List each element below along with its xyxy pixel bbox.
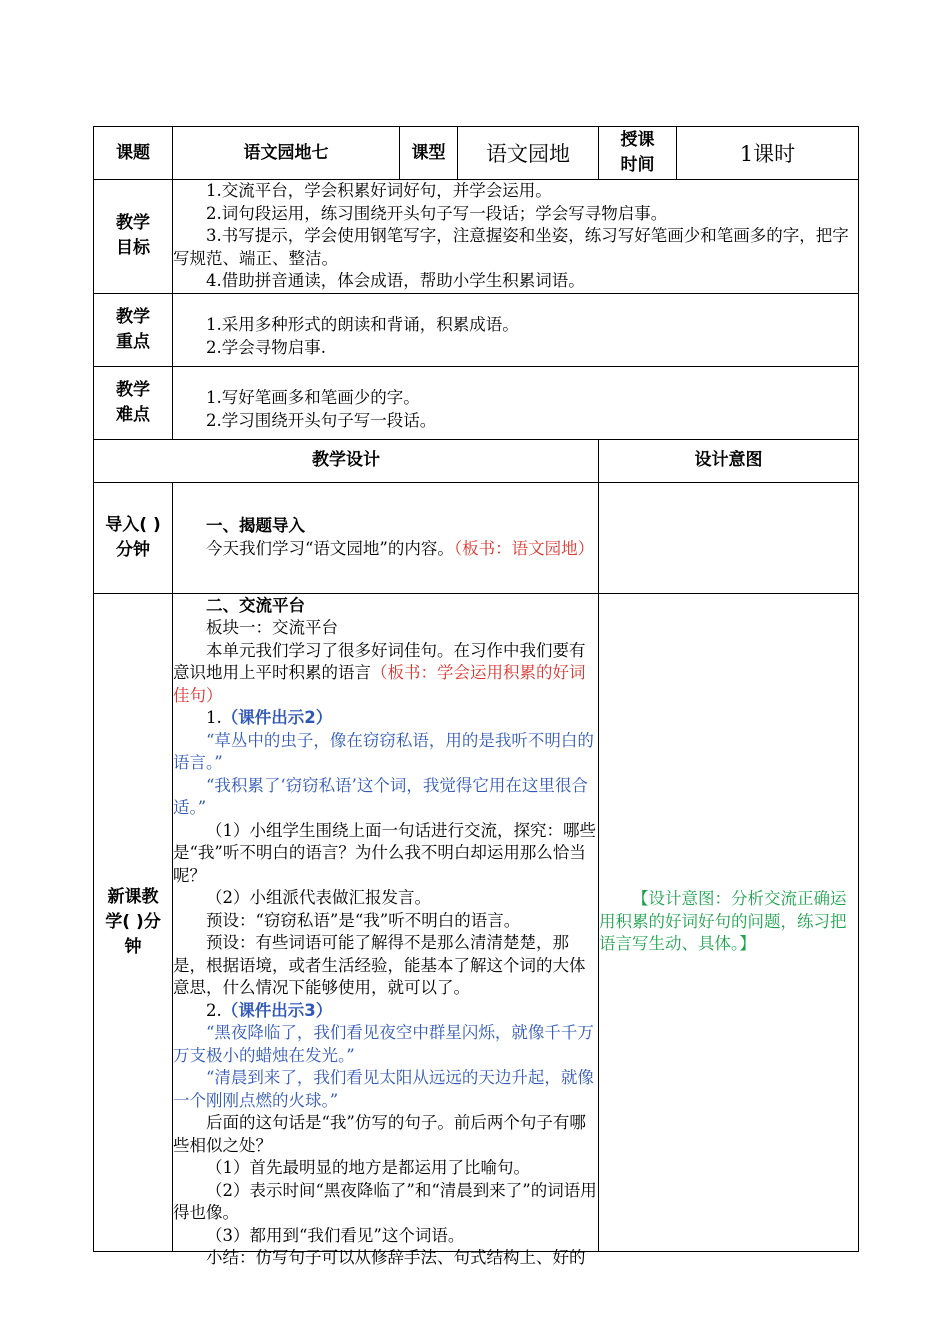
objective-item: 2.词句段运用，练习围绕开头句子写一段话；学会写寻物启事。	[206, 203, 668, 223]
key-points-content	[173, 293, 859, 366]
objective-item: 4.借助拼音通读，体会成语，帮助小学生积累词语。	[206, 271, 585, 290]
quote: “我积累了‘窃窃私语’这个词，我觉得它用在这里很合适。”	[173, 775, 588, 817]
intro-title: 一、揭题导入	[206, 516, 305, 535]
paragraph: 后面的这句话是“我”仿写的句子。前后两个句子有哪些相似之处？	[173, 1113, 586, 1155]
paragraph: 预设：有些词语可能了解得不是那么清清楚楚，那是，根据语境，或者生活经验，能基本了解这个词的大体意思，什么情况下能够使用，就可以了。	[173, 933, 586, 997]
key-points-row	[94, 293, 859, 366]
intro-content	[173, 482, 599, 593]
paragraph: （2）表示时间“黑夜降临了”和“清晨到来了”的词语用得也像。	[173, 1180, 597, 1222]
quote: “黑夜降临了，我们看见夜空中群星闪烁，就像千千万万支极小的蜡烛在发光。”	[173, 1023, 594, 1065]
difficulties-label: 教学难点	[94, 366, 173, 439]
paragraph: （1）小组学生围绕上面一句话进行交流，探究：哪些是“我”听不明白的语言？为什么我不明白却运用那么恰当呢？	[173, 820, 596, 885]
intro-row	[94, 482, 859, 593]
paragraph: 预设：“窃窃私语”是“我”听不明白的语言。	[206, 910, 521, 930]
difficulty-item: 1.写好笔画多和笔画少的字。	[206, 388, 420, 407]
objective-item: 3.书写提示，学会使用钢笔写字，注意握姿和坐姿，练习写好笔画少和笔画多的字，把字写规范、端正、整洁。	[173, 226, 849, 268]
intro-board: （板书：语文园地）	[453, 538, 595, 558]
quote: “清晨到来了，我们看见太阳从远远的天边升起，就像一个刚刚点燃的火球。”	[173, 1068, 594, 1110]
objectives-label: 教学目标	[94, 180, 173, 294]
section-title: 二、交流平台	[206, 595, 305, 615]
difficulty-item: 2.学习围绕开头句子写一段话。	[206, 410, 437, 430]
type-value: 语文园地	[458, 127, 599, 180]
time-label: 授课时间	[599, 127, 677, 180]
intent-header: 设计意图	[599, 439, 859, 482]
new-lesson-label: 新课教学( )分钟	[94, 593, 173, 1251]
new-lesson-row	[94, 593, 859, 1251]
new-lesson-intent: 【设计意图：分析交流正确运用积累的好词好句的问题，练习把语言写生动、具体。】	[599, 593, 859, 1251]
paragraph: 本单元我们学习了很多好词佳句。在习作中我们要有意识地用上平时积累的语言（板书：学会运用积累的好词佳句）	[173, 640, 586, 705]
paragraph: 小结：仿写句子可以从修辞手法、句式结构上、好的	[206, 1248, 586, 1267]
courseware-item-1: 1.（课件出示2）	[206, 708, 333, 727]
key-points-label: 教学重点	[94, 293, 173, 366]
objective-item: 1.交流平台，学会积累好词好句，并学会运用。	[206, 181, 552, 200]
block-title: 板块一：交流平台	[206, 618, 338, 637]
design-header-row	[94, 439, 859, 482]
difficulties-content	[173, 366, 859, 439]
paragraph: （2）小组派代表做汇报发言。	[206, 888, 431, 907]
intro-text: 今天我们学习“语文园地”的内容。（板书：语文园地）	[206, 538, 595, 558]
new-lesson-content	[173, 593, 599, 1267]
objectives-content	[173, 180, 859, 294]
courseware-item-2: 2.（课件出示3）	[206, 1000, 333, 1020]
difficulties-row	[94, 366, 859, 439]
design-header: 教学设计	[94, 439, 599, 482]
topic-value: 语文园地七	[173, 127, 400, 180]
intro-label: 导入( )分钟	[94, 482, 173, 593]
lesson-plan-table	[93, 126, 859, 1267]
intro-intent	[599, 482, 859, 593]
quote: “草丛中的虫子，像在窃窃私语，用的是我听不明白的语言。”	[173, 730, 594, 772]
key-point-item: 2.学会寻物启事.	[206, 337, 326, 357]
key-point-item: 1.采用多种形式的朗读和背诵，积累成语。	[206, 315, 519, 334]
objectives-row	[94, 180, 859, 294]
paragraph: （3）都用到“我们看见”这个词语。	[206, 1225, 465, 1245]
topic-label: 课题	[94, 127, 173, 180]
time-value: 1课时	[677, 127, 859, 180]
header-row	[94, 127, 859, 180]
paragraph: （1）首先最明显的地方是都运用了比喻句。	[206, 1158, 530, 1177]
board-note: （板书：学会运用积累的好词佳句）	[173, 663, 586, 705]
type-label: 课型	[400, 127, 458, 180]
